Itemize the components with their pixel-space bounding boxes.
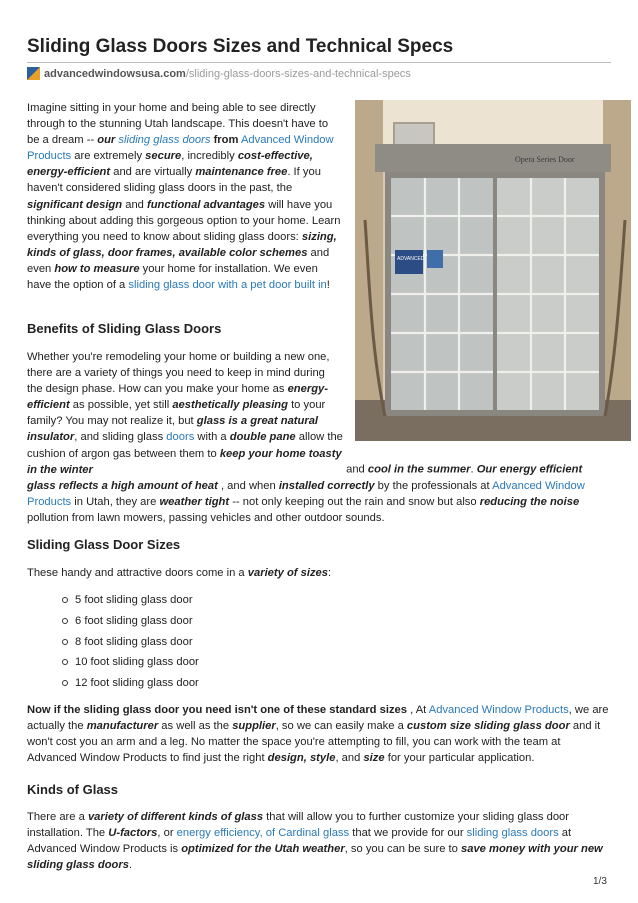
- energy-efficiency-link[interactable]: energy efficiency, of Cardinal glass: [176, 827, 350, 840]
- sliding-glass-doors-link[interactable]: sliding glass doors: [118, 134, 211, 147]
- benefits-paragraph: Whether you're remodeling your home or building a new one, there are a variety of things you need to keep in mind during the design phase. How can you make your home as energy-efficient as possible, yet still aesthetically pleasing to your family? You may not realize it, but glass is a great natural insulator, and sliding glass doors with a double pane allow the cushion of argon gas between them to keep your home toasty in the winter and cool in the summer. Our energy efficient glass reflects a high amount of heat , and when installed correctly by the professionals at Advanced Window Products in Utah, they are weather tight -- not only keeping out the rain and snow but also reducing the noise pollution from lawn mowers, passing vehicles and other outdoor sounds.: [27, 351, 585, 524]
- list-item: 6 foot sliding glass door: [27, 613, 199, 634]
- site-favicon-icon: [27, 67, 40, 80]
- glass-heading: Kinds of Glass: [27, 782, 119, 797]
- list-item: 8 foot sliding glass door: [27, 634, 199, 655]
- sizes-intro: These handy and attractive doors come in a variety of sizes:: [27, 567, 332, 579]
- advanced-window-products-link[interactable]: Advanced Window Products: [27, 134, 334, 163]
- glass-paragraph: There are a variety of different kinds of glass that will allow you to further customize your sliding glass door installation. The U-factors, or energy efficiency, of Cardinal glass that we provide for our sliding glass doors at Advanced Window Products is optimized for the Utah weather, so you can be sure to save money with your new sliding glass doors.: [27, 811, 603, 872]
- sliding-glass-doors-link-2[interactable]: sliding glass doors: [466, 827, 559, 840]
- pet-door-link[interactable]: sliding glass door with a pet door built in: [128, 279, 327, 292]
- list-item: 10 foot sliding glass door: [27, 654, 199, 675]
- page-title: Sliding Glass Doors Sizes and Technical Specs: [27, 36, 454, 57]
- source-path[interactable]: /sliding-glass-doors-sizes-and-technical-specs: [185, 67, 411, 80]
- list-item: 5 foot sliding glass door: [27, 592, 199, 613]
- custom-size-paragraph: Now if the sliding glass door you need isn't one of these standard sizes , At Advanced Window Products, we are actually the manufacturer as well as the supplier, so we can easily make a custom size sliding glass door and it won't cost you an arm and a leg. No matter the space you're attempting to fill, you can work with the team at Advanced Window Products to find just the right design, style, and size for your particular application.: [27, 704, 609, 765]
- sizes-list: [27, 592, 199, 696]
- doors-link[interactable]: doors: [166, 431, 195, 444]
- sizes-heading: Sliding Glass Door Sizes: [27, 537, 181, 552]
- source-line: [27, 67, 411, 80]
- advanced-window-products-link-2[interactable]: Advanced Window Products: [27, 479, 585, 508]
- title-divider: [27, 62, 611, 63]
- advanced-window-products-link-3[interactable]: Advanced Window Products: [428, 704, 569, 716]
- door-panel-text: ADVANCED: [397, 256, 425, 262]
- source-domain[interactable]: advancedwindowsusa.com: [44, 67, 186, 80]
- door-sign-text: Opera Series Door: [515, 155, 575, 164]
- list-item: 12 foot sliding glass door: [27, 675, 199, 696]
- benefits-heading: Benefits of Sliding Glass Doors: [27, 321, 222, 336]
- page-number: 1/3: [593, 876, 607, 887]
- intro-paragraph: Imagine sitting in your home and being able to see directly through to the stunning Utah landscape. This doesn't have to be a dream -- our sliding glass doors from Advanced Window Products are extremely secure, incredibly cost-effective, energy-efficient and are virtually maintenance free. If you haven't considered sliding glass doors in the past, the significant design and functional advantages will have you thinking about adding this gorgeous option to your home. Learn everything you need to know about sliding glass doors: sizing, kinds of glass, door frames, available color schemes and even how to measure your home for installation. We even have the option of a sliding glass door with a pet door built in!: [27, 102, 341, 292]
